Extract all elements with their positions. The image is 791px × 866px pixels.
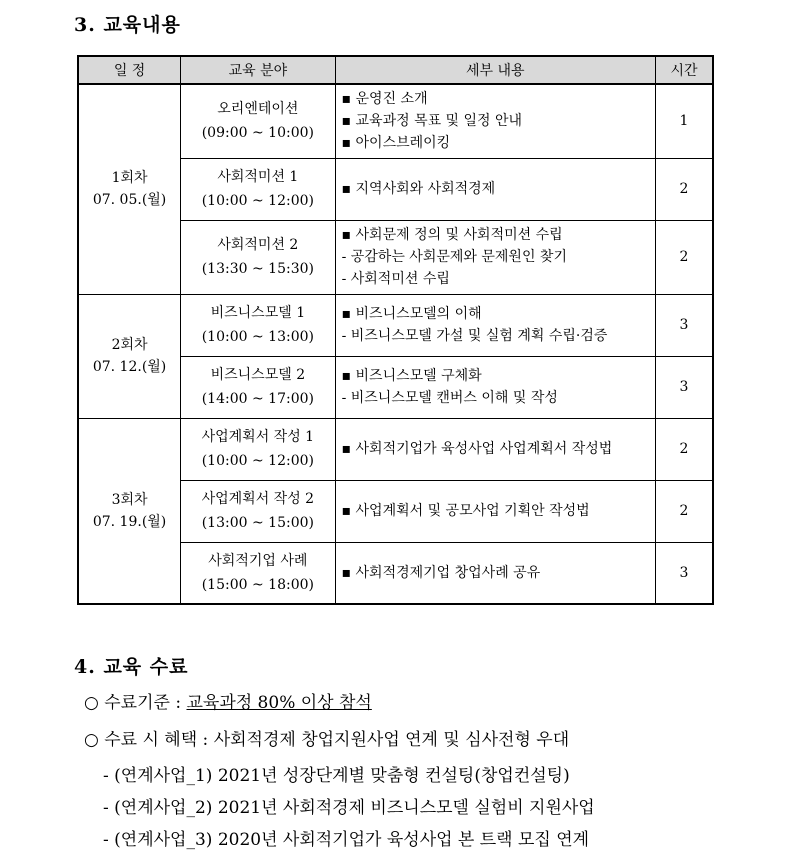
session-label: 3회차 [111, 491, 148, 508]
schedule-cell [78, 418, 181, 604]
completion-criteria [84, 688, 372, 713]
detail-line: ▪ 비즈니스모델 구체화 [341, 368, 482, 384]
detail-line: ▪ 지역사회와 사회적경제 [341, 181, 496, 197]
session-label: 1회차 [111, 170, 148, 187]
header-hours: 시간 [656, 56, 713, 84]
field-name: 비즈니스모델 1 [210, 305, 306, 321]
field-cell [181, 356, 335, 418]
completion-benefit: ○ 수료 시 혜택 : 사회적경제 창업지원사업 연계 및 심사전형 우대 [84, 730, 570, 750]
session-date: 07. 19.(월) [92, 513, 167, 530]
table-header-row [78, 56, 713, 84]
table-row [78, 418, 713, 480]
detail-line: - 사회적미션 수립 [341, 271, 450, 287]
hours-cell: 2 [656, 220, 713, 294]
field-time: (10:00 ~ 12:00) [201, 193, 314, 209]
field-cell [181, 542, 335, 604]
field-cell [181, 220, 335, 294]
field-name: 사회적기업 사례 [208, 552, 308, 569]
linked-program-3: - (연계사업_3) 2020년 사회적기업가 육성사업 본 트랙 모집 연계 [103, 830, 590, 850]
detail-line: - 공감하는 사회문제와 문제원인 찾기 [341, 249, 567, 265]
session-date: 07. 05.(월) [92, 192, 167, 209]
education-schedule-table [77, 55, 714, 605]
table-row [78, 84, 713, 158]
field-name: 사업계획서 작성 2 [201, 491, 315, 507]
field-time: (13:30 ~ 15:30) [201, 261, 314, 277]
detail-cell [335, 220, 655, 294]
section-3-title: 3. 교육내용 [74, 14, 181, 36]
table-row [78, 294, 713, 356]
field-cell [181, 418, 335, 480]
field-name: 오리엔테이션 [217, 101, 299, 118]
detail-cell [335, 294, 655, 356]
detail-line: ▪ 비즈니스모델의 이해 [341, 306, 482, 322]
field-cell [181, 294, 335, 356]
detail-cell [335, 356, 655, 418]
session-label: 2회차 [111, 337, 148, 353]
detail-cell [335, 158, 655, 220]
field-name: 사회적미션 1 [217, 169, 299, 185]
detail-line: - 비즈니스모델 캔버스 이해 및 작성 [341, 390, 558, 406]
detail-line: ▪ 사회문제 정의 및 사회적미션 수립 [341, 227, 563, 243]
field-time: (09:00 ~ 10:00) [201, 125, 314, 142]
field-time: (13:00 ~ 15:00) [201, 515, 314, 531]
detail-cell [335, 418, 655, 480]
detail-cell [335, 84, 655, 158]
field-time: (14:00 ~ 17:00) [201, 391, 314, 407]
field-name: 사회적미션 2 [217, 237, 299, 253]
detail-line: ▪ 사업계획서 및 공모사업 기획안 작성법 [341, 503, 590, 519]
detail-line: ▪ 사회적경제기업 창업사례 공유 [341, 564, 541, 581]
hours-cell: 1 [656, 84, 713, 158]
field-time: (15:00 ~ 18:00) [201, 576, 314, 593]
detail-line: ▪ 아이스브레이킹 [341, 135, 451, 152]
schedule-cell [78, 294, 181, 418]
schedule-cell [78, 84, 181, 294]
session-date: 07. 12.(월) [92, 359, 167, 375]
detail-cell [335, 480, 655, 542]
detail-line: ▪ 교육과정 목표 및 일정 안내 [341, 113, 523, 130]
detail-line: ▪ 운영진 소개 [341, 91, 428, 108]
field-time: (10:00 ~ 12:00) [201, 453, 314, 469]
section-4-title: 4. 교육 수료 [74, 656, 189, 678]
header-field: 교육 분야 [181, 56, 335, 84]
detail-line: ▪ 사회적기업가 육성사업 사업계획서 작성법 [341, 441, 613, 457]
header-details: 세부 내용 [335, 56, 655, 84]
header-schedule: 일 정 [78, 56, 181, 84]
criteria-value: 교육과정 80% 이상 참석 [186, 693, 372, 713]
linked-program-2: - (연계사업_2) 2021년 사회적경제 비즈니스모델 실험비 지원사업 [103, 798, 595, 818]
field-name: 비즈니스모델 2 [210, 367, 306, 383]
detail-line: - 비즈니스모델 가설 및 실험 계획 수립·검증 [341, 328, 608, 344]
hours-cell: 3 [656, 542, 713, 604]
hours-cell: 3 [656, 356, 713, 418]
hours-cell: 3 [656, 294, 713, 356]
criteria-label: ○ 수료기준 : [84, 693, 187, 713]
hours-cell: 2 [656, 158, 713, 220]
field-cell [181, 480, 335, 542]
field-cell [181, 158, 335, 220]
hours-cell: 2 [656, 418, 713, 480]
detail-cell [335, 542, 655, 604]
linked-program-1: - (연계사업_1) 2021년 성장단계별 맞춤형 컨설팅(창업컨설팅) [103, 766, 570, 786]
field-cell [181, 84, 335, 158]
hours-cell: 2 [656, 480, 713, 542]
field-name: 사업계획서 작성 1 [201, 429, 315, 445]
field-time: (10:00 ~ 13:00) [201, 329, 314, 345]
